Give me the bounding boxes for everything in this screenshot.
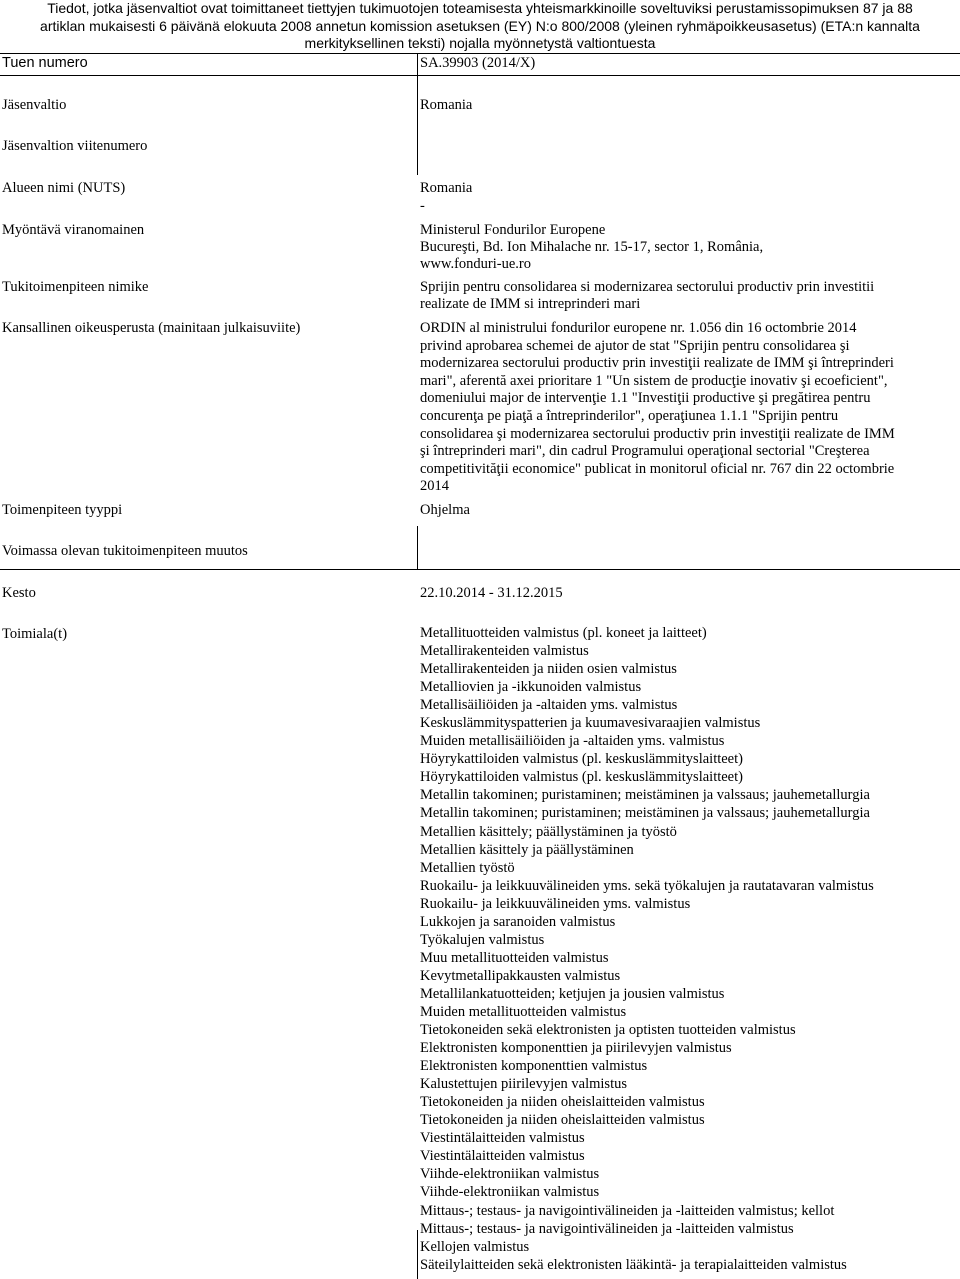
sector-item: Viestintälaitteiden valmistus [420,1148,585,1165]
duration-label: Kesto [2,585,36,601]
legal-basis-line: consolidarea şi modernizarea sectorului productiv prin investiţii realizate de IMM [420,425,895,442]
sector-item: Kalustettujen piirilevyjen valmistus [420,1076,627,1093]
region-label: Alueen nimi (NUTS) [2,180,126,196]
legal-basis-line: 2014 [420,478,449,495]
region-value: Romania [420,180,473,196]
measure-type-value: Ohjelma [420,502,470,518]
sector-item: Metallien työstö [420,859,515,876]
granting-authority-line: Bucureşti, Bd. Ion Mihalache nr. 15-17, sector 1, România, [420,239,764,255]
member-state-label: Jäsenvaltio [2,97,67,113]
sector-item: Kevytmetallipakkausten valmistus [420,967,621,984]
sector-item: Höyrykattiloiden valmistus (pl. keskuslämmityslaitteet) [420,751,743,768]
aid-number-label: Tuen numero [2,55,88,71]
row-divider [0,75,960,76]
legal-basis-line: privind aprobarea schemei de ajutor de stat "Sprijin pentru consolidarea şi [420,337,850,354]
column-divider [417,75,418,175]
measure-title-label: Tukitoimenpiteen nimike [2,279,149,295]
sector-item: Ruokailu- ja leikkuuvälineiden yms. sekä työkalujen ja rautatavaran valmistus [420,877,874,894]
sector-item: Muu metallituotteiden valmistus [420,949,609,966]
header-line: Tiedot, jotka jäsenvaltiot ovat toimittaneet tiettyjen tukimuotojen toteamisesta yhteismarkkinoille soveltuviksi perustamissopimuksen 87 ja 88 [47,0,913,16]
header-line: artiklan mukaisesti 6 päivänä elokuuta 2008 annetun komission asetuksen (EY) N:o 800/2008 (yleinen ryhmäpoikkeusasetus) (ETA:n kannalta [40,17,920,34]
duration-value: 22.10.2014 - 31.12.2015 [420,585,563,601]
sector-item: Metallirakenteiden valmistus [420,643,589,660]
region-value-secondary: - [420,198,425,214]
sector-item: Työkalujen valmistus [420,931,545,948]
legal-basis-value [420,320,895,496]
granting-authority-line: Ministerul Fondurilor Europene [420,222,606,238]
sector-item: Metallituotteiden valmistus (pl. koneet ja laitteet) [420,625,707,641]
sector-item: Säteilylaitteiden sekä elektronisten lääkintä- ja terapialaitteiden valmistus [420,1256,847,1273]
sectors-list [420,624,874,1274]
aid-number-value: SA.39903 (2014/X) [420,55,536,71]
sector-item: Metallin takominen; puristaminen; meistäminen ja valssaus; jauhemetallurgia [420,805,870,822]
legal-basis-line: şi întreprinderi mari", din cadrul Programului operaţional sectorial "Creşterea [420,443,870,460]
legal-basis-line: modernizarea sectorului productiv prin investiţii realizate de IMM şi întreprinderi [420,355,894,372]
sector-item: Muiden metallituotteiden valmistus [420,1003,627,1020]
sector-item: Metallilankatuotteiden; ketjujen ja jousien valmistus [420,985,725,1002]
sector-item: Höyrykattiloiden valmistus (pl. keskuslämmityslaitteet) [420,769,743,786]
member-state-ref-label: Jäsenvaltion viitenumero [2,138,148,154]
modification-label: Voimassa olevan tukitoimenpiteen muutos [2,543,248,559]
sector-item: Metallirakenteiden ja niiden osien valmistus [420,661,677,678]
sector-item: Lukkojen ja saranoiden valmistus [420,913,616,930]
column-divider [417,53,418,75]
sector-item: Mittaus-; testaus- ja navigointivälineiden ja -laitteiden valmistus; kellot [420,1202,835,1219]
header-line: merkityksellinen teksti) nojalla myönnetystä valtiontuesta [304,35,656,51]
granting-authority-label: Myöntävä viranomainen [2,222,145,238]
column-divider [417,1230,418,1279]
sector-item: Elektronisten komponenttien valmistus [420,1058,648,1075]
legal-basis-line: mari", aferentă axei prioritare 1 "Un sistem de producţie inovativ şi ecoeficient", [420,372,888,389]
legal-basis-line: domeniului major de intervenţie 1.1 "Investiţii productive şi pregătirea pentru [420,390,871,407]
sector-item: Tietokoneiden sekä elektronisten ja optisten tuotteiden valmistus [420,1022,796,1039]
legal-basis-line: competitivităţii economice" publicat in monitorul oficial nr. 767 din 22 octombrie [420,460,895,477]
legal-basis-label: Kansallinen oikeusperusta (mainitaan julkaisuviite) [2,320,301,336]
sector-item: Viestintälaitteiden valmistus [420,1130,585,1147]
granting-authority-value [420,222,763,273]
row-divider [0,569,960,570]
document-header [0,0,960,53]
sector-item: Kellojen valmistus [420,1238,530,1255]
sector-item: Metallin takominen; puristaminen; meistäminen ja valssaus; jauhemetallurgia [420,787,870,804]
sector-item: Tietokoneiden ja niiden oheislaitteiden valmistus [420,1112,705,1129]
sector-item: Metallien käsittely ja päällystäminen [420,841,634,858]
sector-item: Viihde-elektroniikan valmistus [420,1166,600,1183]
column-divider [417,526,418,569]
sector-item: Tietokoneiden ja niiden oheislaitteiden valmistus [420,1094,705,1111]
measure-title-line: Sprijin pentru consolidarea si modernizarea sectorului productiv prin investitii [420,279,875,295]
measure-title-line: realizate de IMM si intreprinderi mari [420,296,641,312]
sector-item: Muiden metallisäiliöiden ja -altaiden yms. valmistus [420,733,725,750]
sector-item: Ruokailu- ja leikkuuvälineiden yms. valmistus [420,895,691,912]
row-divider [0,53,960,54]
sectors-label: Toimiala(t) [2,626,68,642]
legal-basis-line: ORDIN al ministrului fondurilor europene nr. 1.056 din 16 octombrie 2014 [420,320,857,336]
measure-type-label: Toimenpiteen tyyppi [2,502,123,518]
measure-title-value [420,279,874,313]
sector-item: Metallien käsittely; päällystäminen ja työstö [420,823,677,840]
sector-item: Mittaus-; testaus- ja navigointivälineiden ja -laitteiden valmistus [420,1220,794,1237]
sector-item: Metallisäiliöiden ja -altaiden yms. valmistus [420,697,678,714]
sector-item: Elektronisten komponenttien ja piirilevyjen valmistus [420,1040,732,1057]
sector-item: Metalliovien ja -ikkunoiden valmistus [420,679,642,696]
sector-item: Viihde-elektroniikan valmistus [420,1184,600,1201]
legal-basis-line: concurenţa pe piaţă a întreprinderilor", operaţiunea 1.1.1 "Sprijin pentru [420,407,839,424]
sector-item: Keskuslämmityspatterien ja kuumavesivaraajien valmistus [420,715,761,732]
granting-authority-link[interactable]: www.fonduri-ue.ro [420,256,532,272]
member-state-value: Romania [420,97,473,113]
